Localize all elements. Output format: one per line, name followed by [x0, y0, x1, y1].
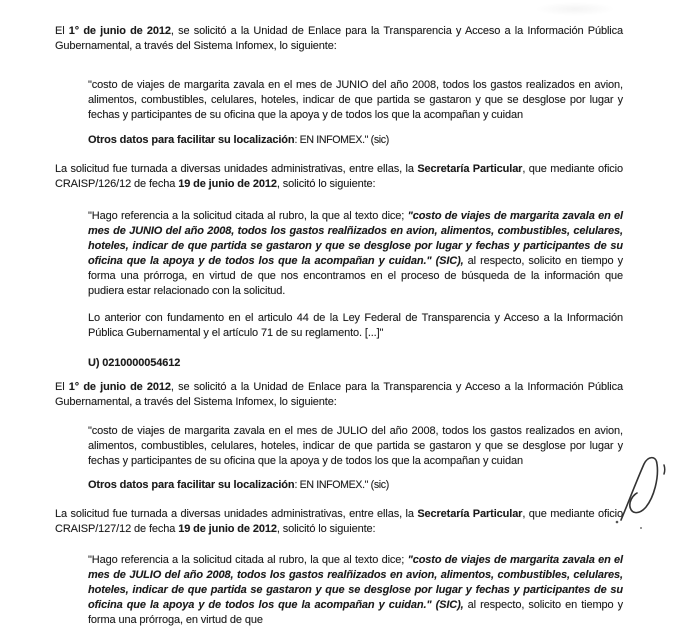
text-run: "Hago referencia a la solicitud citada al rubro, la que al texto dice;	[88, 210, 408, 222]
paragraph-request-julio	[55, 380, 623, 410]
paragraph-request-junio	[55, 24, 623, 54]
quote-prorroga-junio	[88, 209, 623, 299]
text-run: , solicitó lo siguiente:	[276, 178, 376, 190]
scan-smudge	[535, 2, 615, 16]
cited-request-bold-italic: "costo de viajes de margarita zavala en el mes de JUNIO del año 2008, todos los gastos realñizados en avion, alimentos, combustibles, celulares, hoteles, indicar de que partida se gastaron y que se desglose por lugar y fechas y participantes de su oficina que la apoya y de todos los que la acompañan y cuidan." (SIC),	[88, 210, 623, 267]
text-run: La solicitud fue turnada a diversas unidades administrativas, entre ellas, la	[55, 163, 418, 175]
text-run: al respecto, solicito en tiempo y forma una prórroga, en virtud de que	[88, 599, 623, 626]
text-run: , solicitó lo siguiente:	[276, 523, 376, 535]
otros-datos-label: Otros datos para facilitar su localización	[88, 134, 295, 146]
otros-datos-label: Otros datos para facilitar su localización	[88, 479, 295, 491]
secretaria-particular-bold: Secretaría Particular	[417, 508, 523, 520]
paragraph-turnada-126	[55, 162, 623, 192]
text-run: El	[55, 25, 69, 37]
otros-datos-value: : EN INFOMEX." (sic)	[294, 479, 389, 491]
date-bold: 19 de junio de 2012	[178, 523, 277, 535]
text-run: , se solicitó a la Unidad de Enlace para la Transparencia y Acceso a la Información Pública Gubernamental, a través del Sistema Infomex, lo siguiente:	[55, 25, 623, 52]
text-run: al respecto, solicito en tiempo y forma una prórroga, en virtud de que nos encontramos en el proceso de búsqueda de la información que pudiera estar relacionado con la solicitud.	[88, 255, 623, 297]
cited-request-bold-italic: "costo de viajes de margarita zavala en el mes de JULIO del año 2008, todos los gastos realñizados en avion, alimentos, combustibles, celulares, hoteles, indicar de que partida se gastaron y que se desglose por lugar y fechas y participantes de su oficina que la apoya y de todos los que la acompañan y cuidan." (SIC),	[88, 554, 623, 611]
otros-datos-line-1	[88, 133, 623, 148]
date-bold: 1° de junio de 2012	[68, 381, 171, 393]
date-bold: 19 de junio de 2012	[178, 178, 277, 190]
text-run: El	[55, 381, 69, 393]
secretaria-particular-bold: Secretaría Particular	[417, 163, 523, 175]
text-run: , se solicitó a la Unidad de Enlace para la Transparencia y Acceso a la Información Pública Gubernamental, a través del Sistema Infomex, lo siguiente:	[55, 381, 623, 408]
text-run: , que mediante oficio CRAISP/127/12 de fecha	[55, 508, 623, 535]
text-run: La solicitud fue turnada a diversas unidades administrativas, entre ellas, la	[55, 508, 418, 520]
date-bold: 1° de junio de 2012	[68, 25, 171, 37]
text-run: "Hago referencia a la solicitud citada al rubro, la que al texto dice;	[88, 554, 408, 566]
paragraph-turnada-127	[55, 507, 623, 537]
quote-solicitud-junio: "costo de viajes de margarita zavala en el mes de JUNIO del año 2008, todos los gastos realizados en avion, alimentos, combustibles, celulares, hoteles, indicar de que partida se gastaron y que se desglose por lugar y fechas y participantes de su oficina que la apoya y de todos los que la acompañan y cuidan	[88, 79, 623, 121]
quote-fundamento-legal: Lo anterior con fundamento en el articulo 44 de la Ley Federal de Transparencia y Acceso a la Información Pública Gubernamental y el artículo 71 de su reglamento. [...]"	[88, 312, 623, 339]
otros-datos-line-2	[88, 478, 623, 493]
folio-heading: U) 0210000054612	[88, 357, 181, 369]
otros-datos-value: : EN INFOMEX." (sic)	[294, 134, 389, 146]
quote-prorroga-julio	[88, 553, 623, 628]
quote-solicitud-julio: "costo de viajes de margarita zavala en el mes de JULIO del año 2008, todos los gastos realizados en avion, alimentos, combustibles, celulares, hoteles, indicar de que partida se gastaron y que se desglose por lugar y fechas y participantes de su oficina que la apoya y de todos los que la acompañan y cuidan	[88, 425, 623, 467]
text-run: , que mediante oficio CRAISP/126/12 de fecha	[55, 163, 623, 190]
